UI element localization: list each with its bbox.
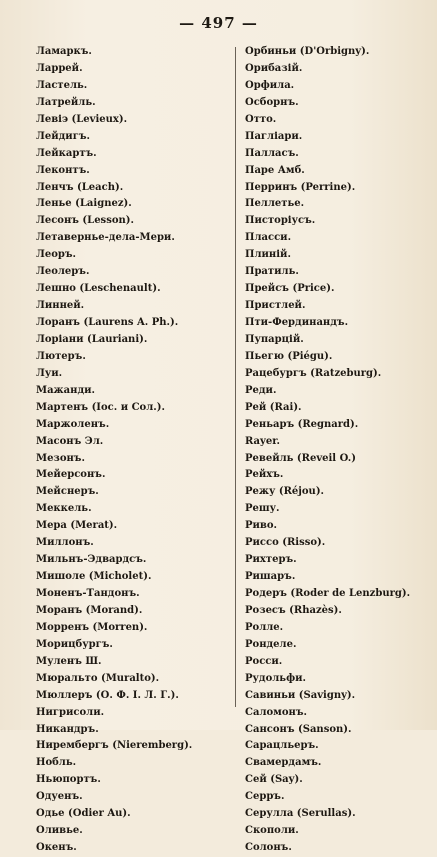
name-entry: Рудольфи. [245,672,307,684]
name-entry: Свамердамъ. [245,757,322,769]
name-entry: Ленчъ (Leach). [36,181,124,193]
name-entry: Перринъ (Perrine). [245,181,356,193]
name-entry: Режу (Réjou). [245,486,325,498]
name-entry: Мера (Merat). [36,520,118,532]
page-number: — 497 — [179,14,258,32]
name-entry: Маржоленъ. [36,418,110,430]
name-entry: Ревейль (Reveil O.) [245,452,356,464]
name-entry: Риво. [245,520,278,532]
name-entry: Паре Амб. [245,164,305,176]
name-entry: Саломонъ. [245,706,307,718]
name-entry: Пеллетье. [245,198,305,210]
name-entry: Окенъ. [36,842,77,854]
name-entry: Морренъ (Morren). [36,621,148,633]
name-entry: Лоріани (Lauriani). [36,333,148,345]
name-entry: Левіэ (Levieux). [36,113,128,125]
name-entry: Летавернье-дела-Мери. [36,232,175,244]
name-entry: Леньe (Laignez). [36,198,132,210]
name-entry: Рей (Rai). [245,401,302,413]
name-entry: Никандръ. [36,723,99,735]
name-entry: Линней. [36,300,85,312]
name-entry: Рацебургъ (Ratzeburg). [245,367,382,379]
name-entry: Оливье. [36,825,83,837]
name-entry: Розесъ (Rhazès). [245,604,342,616]
name-entry: Отто. [245,113,277,125]
name-entry: Ластель. [36,79,88,91]
name-entry: Прейсъ (Price). [245,283,335,295]
name-entry: Рейхъ. [245,469,284,481]
name-entry: Орфила. [245,79,295,91]
name-entry: Лейкартъ. [36,147,97,159]
right-name-column [245,44,433,857]
name-entry: Нобль. [36,757,77,769]
name-entry: Мильнъ-Эдвардсъ. [36,554,147,566]
column-divider [235,47,236,707]
name-entry: Серулла (Serullas). [245,808,356,820]
name-entry: Решу. [245,503,280,515]
name-entry: Пристлей. [245,300,306,312]
left-name-column [36,44,226,857]
name-entry: Миллонъ. [36,537,94,549]
name-entry: Лейдигъ. [36,130,90,142]
name-entry: Риссо (Risso). [245,537,326,549]
name-entry: Сарацльеръ. [245,740,319,752]
name-entry: Нирембергъ (Nieremberg). [36,740,193,752]
name-entry: Солонъ. [245,842,292,854]
name-entry: Пласси. [245,232,292,244]
name-entry: Скополи. [245,825,299,837]
name-entry: Рихтеръ. [245,554,297,566]
name-entry: Пратиль. [245,266,299,278]
name-entry: Латрейль. [36,96,96,108]
name-entry: Сансонъ (Sanson). [245,723,352,735]
name-entry: Ришаръ. [245,571,296,583]
name-entry: Пьегю (Piégu). [245,350,333,362]
name-entry: Мюллеръ (О. Ф. І. Л. Г.). [36,689,179,701]
name-entry: Лютеръ. [36,350,86,362]
name-entry: Пагліари. [245,130,303,142]
name-entry: Нигрисоли. [36,706,105,718]
name-entry: Морицбургъ. [36,638,113,650]
name-entry: Леолеръ. [36,266,90,278]
name-entry: Ньюпортъ. [36,774,101,786]
name-entry: Одье (Odier Au). [36,808,131,820]
name-entry: Орбиньи (D'Orbigny). [245,46,370,57]
name-entry: Леоръ. [36,249,77,261]
name-entry: Муленъ Ш. [36,655,102,667]
name-entry: Меккель. [36,503,92,515]
name-entry: Ролле. [245,621,284,633]
name-entry: Реньаръ (Regnard). [245,418,359,430]
name-entry: Моранъ (Morand). [36,604,143,616]
name-entry: Лесонъ (Lesson). [36,215,134,227]
name-entry: Мартенъ (Іос. и Сол.). [36,401,165,413]
name-entry: Серръ. [245,791,285,803]
name-entry: Лешно (Leschenault). [36,283,161,295]
name-entry: Одуенъ. [36,791,83,803]
name-entry: Родеръ (Roder de Lenzburg). [245,588,411,599]
name-entry: Ларрей. [36,62,83,74]
name-entry: Плиній. [245,249,291,261]
name-entry: Лоранъ (Laurens A. Ph.). [36,317,179,328]
name-entry: Мезонъ. [36,452,85,464]
name-entry: Палласъ. [245,147,299,159]
name-entry: Ламаркъ. [36,46,92,57]
name-entry: Мишоле (Micholet). [36,571,152,583]
name-entry: Луи. [36,367,63,379]
name-entry: Пупарцій. [245,333,304,345]
name-entry: Пти-Фердинандъ. [245,317,349,328]
name-entry: Орибазій. [245,62,303,74]
name-entry: Ронделе. [245,638,297,650]
name-entry: Писторіусъ. [245,215,316,227]
name-entry: Мейснеръ. [36,486,99,498]
name-entry: Rayer. [245,435,281,447]
name-entry: Реди. [245,384,277,396]
name-entry: Моненъ-Тандонъ. [36,588,140,599]
name-entry: Осборнъ. [245,96,299,108]
name-entry: Мейерсонъ. [36,469,106,481]
name-entry: Мюральто (Muralto). [36,672,160,684]
name-entry: Сей (Say). [245,774,303,786]
name-entry: Леконтъ. [36,164,90,176]
name-entry: Савиньи (Savigny). [245,689,356,701]
name-entry: Росси. [245,655,283,667]
name-entry: Масонъ Эл. [36,435,104,447]
name-entry: Мажанди. [36,384,96,396]
